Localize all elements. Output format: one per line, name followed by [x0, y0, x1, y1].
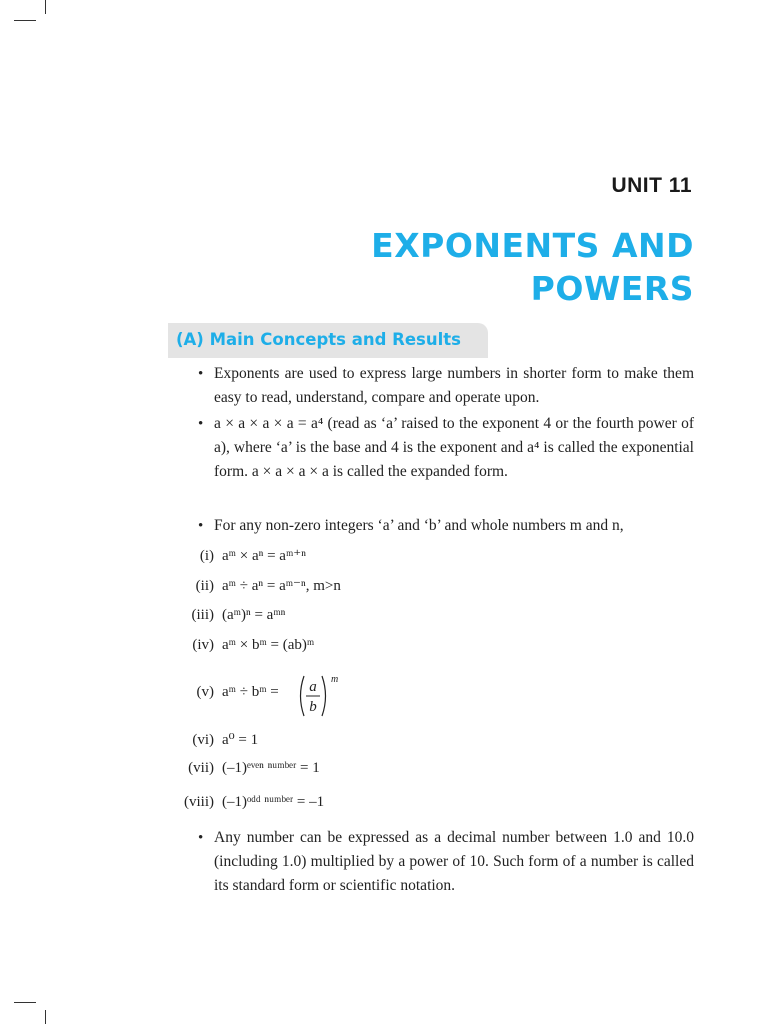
- fraction-exponent: m: [331, 674, 339, 685]
- law-expression: (–1)ᵒᵈᵈ ⁿᵘᵐᵇᵉʳ = –1: [222, 794, 325, 810]
- fraction-power: [296, 672, 339, 720]
- unit-label: UNIT 11: [611, 174, 692, 197]
- law-number: (vii): [188, 760, 214, 776]
- law-number: (iv): [192, 637, 214, 653]
- law-expression: aᵐ ÷ bᵐ =: [222, 684, 279, 700]
- bullet-exponents-intro: [198, 362, 694, 410]
- fraction-denominator: b: [309, 699, 317, 715]
- law-expression: a⁰ = 1: [222, 732, 259, 748]
- law-expression: aᵐ × bᵐ = (ab)ᵐ: [222, 637, 315, 653]
- section-heading: (A) Main Concepts and Results: [176, 330, 461, 349]
- chapter-title: [371, 224, 694, 310]
- bullet-dot: •: [198, 830, 204, 846]
- law-expression: aᵐ ÷ aⁿ = aᵐ⁻ⁿ, m>n: [222, 578, 341, 594]
- bullet-text: a × a × a × a = a⁴ (read as ‘a’ raised to the exponent 4 or the fourth power of a), where ‘a’ is the base and 4 is the exponent and a⁴ is called the exponential form. a × a × a × a is called the expanded form.: [214, 415, 694, 480]
- bullet-dot: •: [198, 366, 204, 382]
- bullet-dot: •: [198, 518, 204, 534]
- bullet-exponential-form: [198, 412, 694, 484]
- chapter-title-line-2: POWERS: [530, 269, 694, 308]
- right-paren: [322, 676, 326, 716]
- law-number: (ii): [195, 578, 214, 594]
- law-number: (i): [199, 548, 214, 564]
- section-heading-tab: [168, 323, 488, 358]
- bullet-standard-form: [198, 826, 694, 898]
- left-paren: [301, 676, 305, 716]
- bullet-laws-intro: [198, 514, 694, 538]
- law-number: (viii): [184, 794, 214, 810]
- crop-mark-bottom-left-vertical: [45, 1010, 46, 1024]
- crop-mark-top-left-vertical: [45, 0, 46, 14]
- law-expression: (aᵐ)ⁿ = aᵐⁿ: [222, 607, 286, 623]
- chapter-title-line-1: EXPONENTS AND: [371, 226, 694, 265]
- bullet-text: Any number can be expressed as a decimal number between 1.0 and 10.0 (including 1.0) multiplied by a power of 10. Such form of a number is called its standard form or scientific notation.: [214, 829, 694, 894]
- bullet-text: Exponents are used to express large numbers in shorter form to make them easy to read, understand, compare and operate upon.: [214, 365, 694, 406]
- law-number: (v): [196, 684, 214, 700]
- law-expression: (–1)ᵉᵛᵉⁿ ⁿᵘᵐᵇᵉʳ = 1: [222, 760, 320, 776]
- law-expression: aᵐ × aⁿ = aᵐ⁺ⁿ: [222, 548, 306, 564]
- crop-mark-top-left-horizontal: [14, 20, 36, 21]
- law-number: (iii): [191, 607, 214, 623]
- fraction-numerator: a: [309, 679, 317, 695]
- bullet-dot: •: [198, 416, 204, 432]
- bullet-text: For any non-zero integers ‘a’ and ‘b’ and whole numbers m and n,: [214, 517, 624, 534]
- law-number: (vi): [192, 732, 214, 748]
- crop-mark-bottom-left-horizontal: [14, 1002, 36, 1003]
